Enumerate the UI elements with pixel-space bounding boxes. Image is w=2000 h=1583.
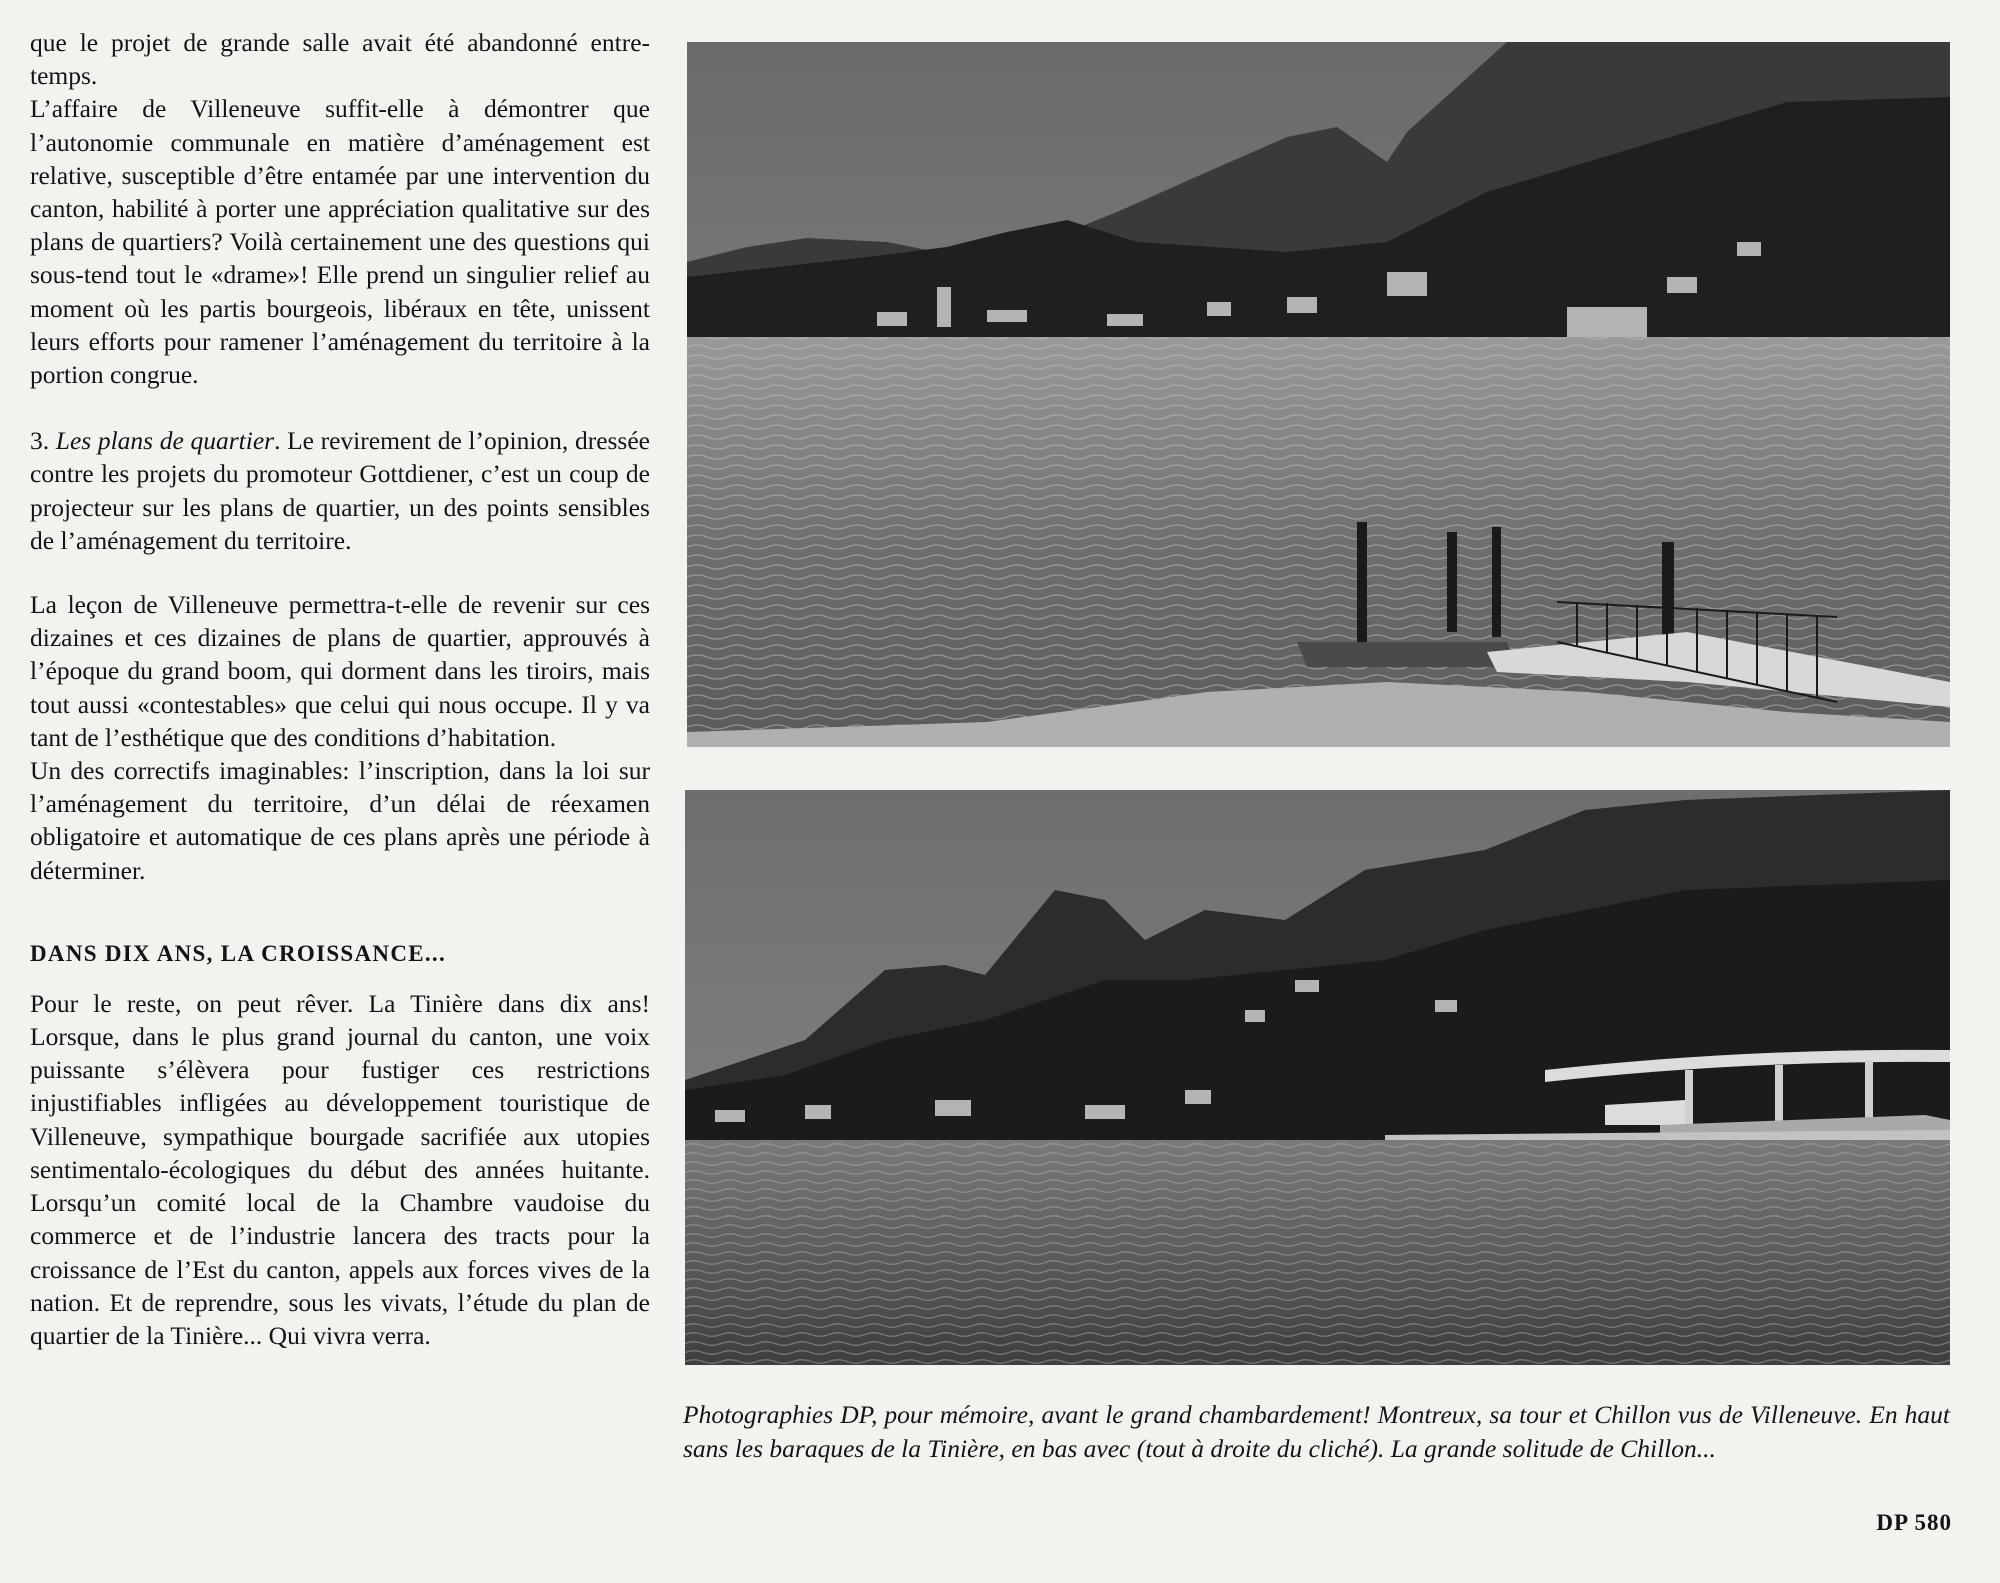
section-3-text: . Le revirement de l’opinion, dressée contre les projets du promoteur Gottdiener, c’est un coup de projecteur sur les plans de quartier, un des points sensibles de l’aménagement du territoire. bbox=[30, 426, 650, 555]
section-3-number: 3. bbox=[30, 426, 50, 456]
page-number: DP 580 bbox=[1876, 1510, 1952, 1535]
section-heading: DANS DIX ANS, LA CROISSANCE... bbox=[30, 940, 447, 966]
photo-caption: Photographies DP, pour mémoire, avant le grand chambardement! Montreux, sa tour et Chillon vus de Villeneuve. En haut sans les baraques de la Tinière, en bas avec (tout à droite du cliché). La grande solitude de Chillon... bbox=[683, 1400, 1950, 1463]
paragraph-1: que le projet de grande salle avait été abandonné entre-temps. bbox=[30, 28, 650, 91]
photo-bottom bbox=[685, 790, 1950, 1365]
section-3-title: Les plans de quartier bbox=[55, 426, 275, 456]
paragraph-section-3 bbox=[30, 424, 650, 557]
paragraph-2: L’affaire de Villeneuve suffit-elle à démontrer que l’autonomie communale en matière d’aménagement est relative, susceptible d’être entamée par une intervention du canton, habilité à porter une appréciation qualitative sur des plans de quartiers? Voilà certainement une des questions qui sous-tend tout le «drame»! Elle prend un singulier relief au moment où les partis bourgeois, libéraux en tête, unissent leurs efforts pour ramener l’aménagement du territoire à la portion congrue. bbox=[30, 94, 650, 390]
paragraph-5: Un des correctifs imaginables: l’inscription, dans la loi sur l’aménagement du territoire, d’un délai de réexamen obligatoire et automatique de ces plans après une période à déterminer. bbox=[30, 756, 650, 885]
photo-top bbox=[687, 42, 1950, 747]
article-column bbox=[30, 26, 650, 1352]
paragraph-6: Pour le reste, on peut rêver. La Tinière dans dix ans! Lorsque, dans le plus grand journal du canton, une voix puissante s’élèvera pour fustiger ces restrictions injustifiables infligées au développement touristique de Villeneuve, sympathique bourgade sacrifiée aux utopies sentimentalo-écologiques du début des années huitante. Lorsqu’un comité local de la Chambre vaudoise du commerce et de l’industrie lancera des tracts pour la croissance de l’Est du canton, appels aux forces vives de la nation. Et de reprendre, sous les vivats, l’étude du plan de quartier de la Tinière... Qui vivra verra. bbox=[30, 988, 650, 1350]
paragraph-4: La leçon de Villeneuve permettra-t-elle de revenir sur ces dizaines et ces dizaines de plans de quartier, approuvés à l’époque du grand boom, qui dorment dans les tiroirs, mais tout aussi «contestables» que celui qui nous occupe. Il y va tant de l’esthétique que des conditions d’habitation. bbox=[30, 590, 650, 752]
